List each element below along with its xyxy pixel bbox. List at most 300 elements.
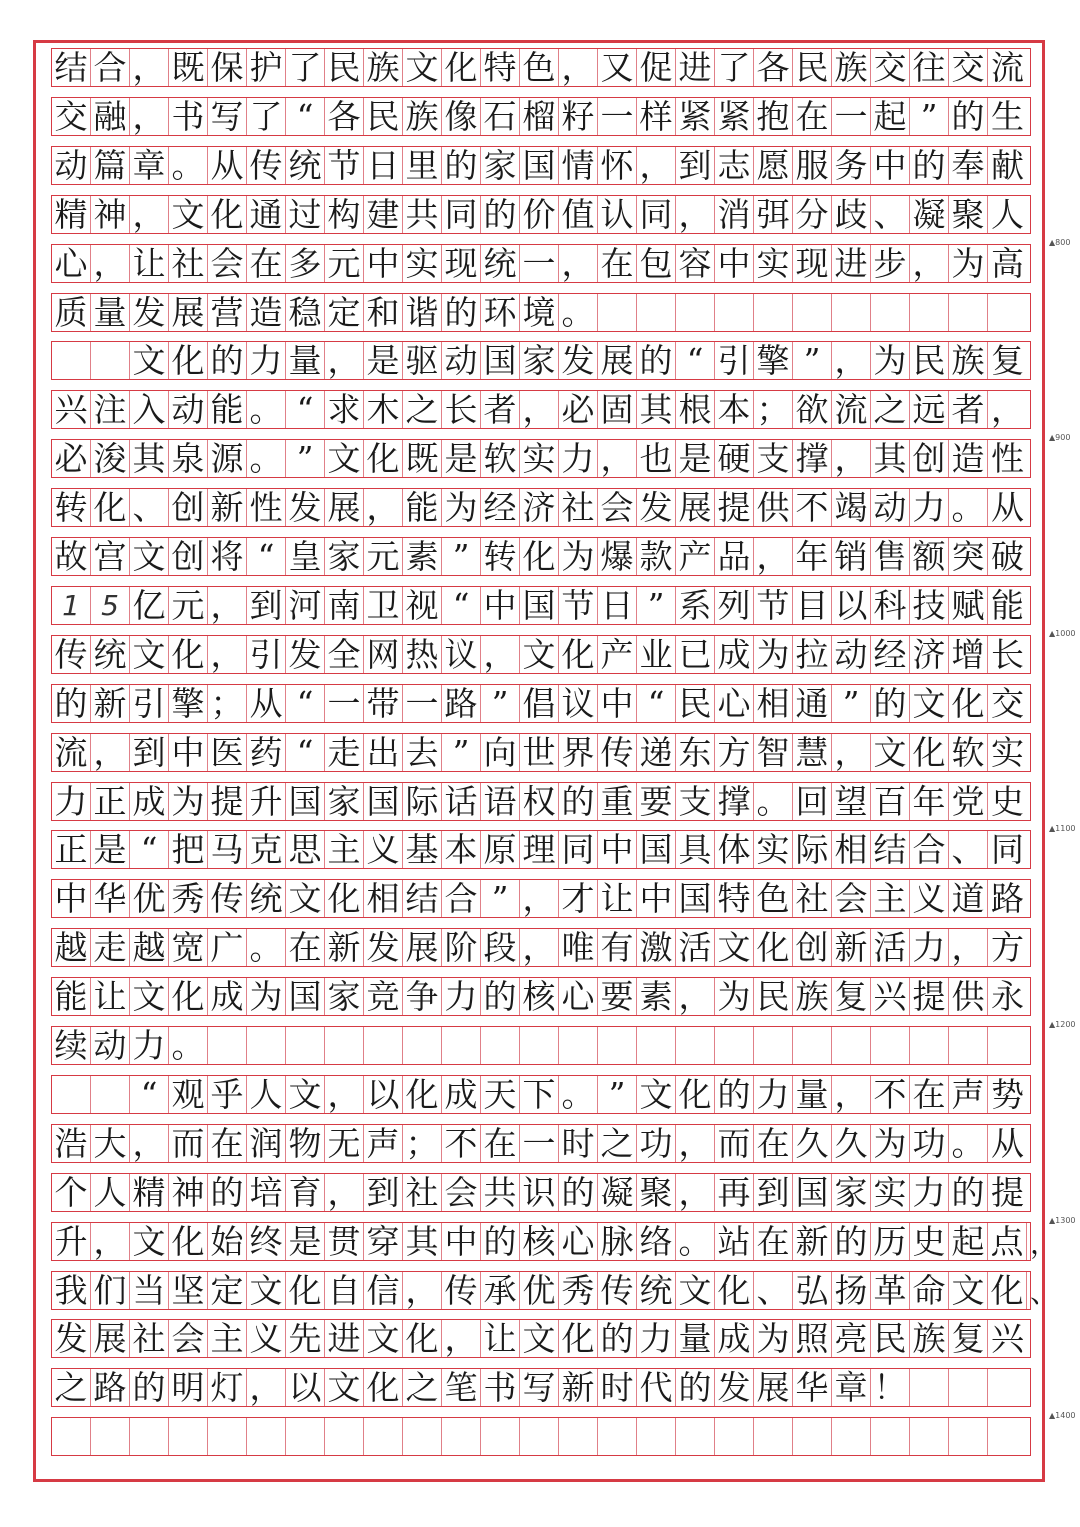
- grid-cell: 化: [520, 538, 559, 575]
- grid-cell: 百: [871, 783, 910, 820]
- grid-cell: [910, 1369, 949, 1406]
- grid-cell: 流: [52, 734, 91, 771]
- grid-cell: 同: [991, 830, 1024, 870]
- grid-cell: [910, 1027, 949, 1064]
- grid-cell: 合: [442, 880, 481, 917]
- grid-cell: 中: [598, 831, 637, 868]
- grid-cell: [52, 1418, 91, 1455]
- grid-cell: 实: [754, 831, 793, 868]
- grid-cell: 。: [949, 489, 988, 526]
- grid-cell: 东: [676, 734, 715, 771]
- grid-cell: 去: [403, 734, 442, 771]
- grid-cell: ，: [130, 49, 169, 86]
- grid-cell: 让: [598, 880, 637, 917]
- grid-cell: 文: [325, 1369, 364, 1406]
- grid-cell: 新: [832, 929, 871, 966]
- grid-cell: 供: [949, 978, 988, 1015]
- grid-cell: 业: [637, 636, 676, 673]
- grid-cell: 克: [247, 831, 286, 868]
- grid-cell: 到: [754, 1174, 793, 1211]
- grid-cell: 展: [598, 342, 637, 379]
- grid-cell: 合: [910, 831, 949, 868]
- grid-cell: 新: [325, 929, 364, 966]
- grid-cell: 了: [715, 49, 754, 86]
- grid-cell: ，: [520, 929, 559, 966]
- grid-cell: 让: [481, 1320, 520, 1357]
- grid-cell: ，: [130, 98, 169, 135]
- grid-cell: 会: [832, 880, 871, 917]
- grid-cell: 济: [520, 489, 559, 526]
- grid-cell: 破: [991, 537, 1024, 576]
- grid-cell: 量: [91, 294, 130, 331]
- grid-cell: 社: [559, 489, 598, 526]
- grid-cell: 的: [676, 1369, 715, 1406]
- grid-cell: 量: [793, 1076, 832, 1113]
- grid-cell: 本: [442, 831, 481, 868]
- grid-cell: 结: [871, 831, 910, 868]
- grid-cell: [52, 342, 91, 379]
- grid-cell: ”: [481, 685, 520, 722]
- grid-cell: 民: [676, 685, 715, 722]
- grid-cell: 的: [949, 1174, 988, 1211]
- grid-cell: 宽: [169, 929, 208, 966]
- grid-cell: 统: [637, 1272, 676, 1309]
- grid-cell: 从: [247, 685, 286, 722]
- grid-cell: 笔: [442, 1369, 481, 1406]
- grid-cell: ，: [91, 1223, 130, 1260]
- grid-cell: 增: [949, 636, 988, 673]
- grid-cell: 的: [598, 1320, 637, 1357]
- grid-cell: 网: [364, 636, 403, 673]
- grid-cell: 神: [169, 1174, 208, 1211]
- grid-cell: 注: [91, 391, 130, 428]
- grid-cell: 的: [442, 147, 481, 184]
- grid-cell: 进: [676, 49, 715, 86]
- grid-cell: 为: [715, 978, 754, 1015]
- grid-cell: 亮: [832, 1320, 871, 1357]
- grid-cell: [793, 1418, 832, 1455]
- grid-cell: ，: [325, 1076, 364, 1113]
- grid-cell: 站: [715, 1223, 754, 1260]
- grid-cell: 转: [52, 489, 91, 526]
- grid-cell: 成: [130, 783, 169, 820]
- grid-cell: ！: [871, 1369, 910, 1406]
- grid-cell: 马: [208, 831, 247, 868]
- grid-cell: 传: [598, 1272, 637, 1309]
- grid-row: [51, 830, 1031, 869]
- grid-cell: [91, 342, 130, 379]
- grid-cell: 列: [715, 587, 754, 624]
- grid-cell: 发: [715, 1369, 754, 1406]
- grid-cell: 史: [991, 781, 1024, 821]
- grid-cell: 硬: [715, 440, 754, 477]
- grid-cell: 年: [793, 538, 832, 575]
- grid-cell: ，: [208, 636, 247, 673]
- grid-cell: ，: [949, 929, 988, 966]
- grid-cell: 目: [793, 587, 832, 624]
- grid-cell: [832, 1027, 871, 1064]
- grid-cell: 将: [208, 538, 247, 575]
- grid-cell: 擎: [169, 685, 208, 722]
- grid-cell: 能: [52, 978, 91, 1015]
- word-count-marker: ▲1400: [1049, 1411, 1076, 1421]
- grid-cell: 浚: [91, 440, 130, 477]
- grid-cell: 路: [991, 879, 1024, 919]
- grid-cell: ，: [442, 1320, 481, 1357]
- grid-cell: ”: [286, 440, 325, 477]
- grid-row: [51, 586, 1031, 625]
- grid-cell: 必: [559, 391, 598, 428]
- grid-cell: 销: [832, 538, 871, 575]
- grid-cell: 语: [481, 783, 520, 820]
- grid-cell: 亿: [130, 587, 169, 624]
- grid-row: [51, 293, 1031, 332]
- grid-cell: [364, 1027, 403, 1064]
- grid-cell: 要: [598, 978, 637, 1015]
- grid-cell: 世: [520, 734, 559, 771]
- grid-cell: 包: [637, 245, 676, 282]
- grid-cell: 发: [130, 294, 169, 331]
- grid-cell: 新: [559, 1369, 598, 1406]
- grid-cell: 以: [832, 587, 871, 624]
- grid-cell: 的: [871, 685, 910, 722]
- grid-row: [51, 195, 1031, 234]
- grid-cell: 创: [793, 929, 832, 966]
- grid-cell: [949, 1418, 988, 1455]
- grid-cell: 化: [754, 929, 793, 966]
- grid-cell: 日: [598, 587, 637, 624]
- grid-cell: ，: [520, 391, 559, 428]
- grid-cell: 在: [754, 1125, 793, 1162]
- grid-row: [51, 635, 1031, 674]
- grid-cell: 合: [91, 49, 130, 86]
- grid-cell: 认: [598, 196, 637, 233]
- grid-cell: 了: [247, 98, 286, 135]
- grid-cell: 量: [676, 1320, 715, 1357]
- grid-row: [51, 782, 1031, 821]
- grid-cell: 才: [559, 880, 598, 917]
- grid-cell: 分: [793, 196, 832, 233]
- grid-cell: 界: [559, 734, 598, 771]
- grid-cell: ”: [637, 587, 676, 624]
- grid-cell: 争: [403, 978, 442, 1015]
- grid-cell: [793, 1027, 832, 1064]
- grid-cell: 照: [793, 1320, 832, 1357]
- grid-cell: 营: [208, 294, 247, 331]
- grid-cell: [286, 1418, 325, 1455]
- grid-cell: 文: [871, 734, 910, 771]
- grid-cell: 传: [442, 1272, 481, 1309]
- grid-cell: 的: [208, 1174, 247, 1211]
- grid-row: [51, 488, 1031, 527]
- grid-cell: “: [286, 98, 325, 135]
- grid-cell: 谐: [403, 294, 442, 331]
- grid-cell: 化: [403, 1076, 442, 1113]
- grid-cell: 之: [598, 1125, 637, 1162]
- grid-cell: 的: [559, 1174, 598, 1211]
- grid-cell: 共: [481, 1174, 520, 1211]
- grid-cell: 长: [442, 391, 481, 428]
- grid-cell: 时: [559, 1125, 598, 1162]
- grid-cell: 共: [403, 196, 442, 233]
- grid-cell: 入: [130, 391, 169, 428]
- grid-cell: ，: [598, 440, 637, 477]
- grid-cell: “: [130, 1076, 169, 1113]
- grid-cell: 族: [793, 978, 832, 1015]
- grid-cell: 文: [715, 929, 754, 966]
- grid-cell: 家: [325, 538, 364, 575]
- grid-cell: 撑: [793, 440, 832, 477]
- grid-cell: 是: [364, 342, 403, 379]
- grid-cell: 越: [130, 929, 169, 966]
- grid-cell: 结: [403, 880, 442, 917]
- grid-cell: [442, 1418, 481, 1455]
- grid-cell: 章: [832, 1369, 871, 1406]
- grid-cell: ，: [637, 147, 676, 184]
- grid-cell: 一: [832, 98, 871, 135]
- grid-cell: 党: [949, 783, 988, 820]
- grid-cell: 活: [871, 929, 910, 966]
- grid-row: [51, 1270, 1059, 1310]
- grid-cell: 建: [364, 196, 403, 233]
- grid-cell: 心: [52, 245, 91, 282]
- grid-cell: 化: [91, 489, 130, 526]
- grid-cell: 造: [247, 294, 286, 331]
- grid-cell: 和: [364, 294, 403, 331]
- grid-cell: 自: [325, 1272, 364, 1309]
- grid-cell: 5: [91, 587, 130, 624]
- grid-cell: ，: [247, 1369, 286, 1406]
- grid-cell: 展: [169, 294, 208, 331]
- grid-cell: 凝: [598, 1174, 637, 1211]
- grid-cell: 成: [715, 636, 754, 673]
- grid-cell: 欲: [793, 391, 832, 428]
- grid-cell: ，: [676, 196, 715, 233]
- grid-cell: 望: [832, 783, 871, 820]
- grid-cell: 慧: [793, 734, 832, 771]
- grid-cell: 国: [793, 1174, 832, 1211]
- grid-cell: “: [637, 685, 676, 722]
- grid-cell: 义: [364, 831, 403, 868]
- grid-cell: 会: [598, 489, 637, 526]
- grid-cell: ”: [481, 880, 520, 917]
- grid-cell: 文: [130, 1223, 169, 1260]
- grid-cell: 动: [169, 391, 208, 428]
- grid-cell: 心: [715, 685, 754, 722]
- grid-cell: 复: [949, 1320, 988, 1357]
- grid-cell: 传: [598, 734, 637, 771]
- grid-cell: 再: [715, 1174, 754, 1211]
- grid-cell: 拉: [793, 636, 832, 673]
- grid-cell: 的: [949, 98, 988, 135]
- grid-cell: 务: [832, 147, 871, 184]
- grid-cell: 展: [91, 1320, 130, 1357]
- grid-cell: 物: [286, 1125, 325, 1162]
- grid-cell: 成: [442, 1076, 481, 1113]
- grid-cell: 润: [247, 1125, 286, 1162]
- grid-cell: 篇: [91, 147, 130, 184]
- grid-cell: 带: [364, 685, 403, 722]
- grid-cell: 的: [481, 196, 520, 233]
- grid-cell: 在: [793, 98, 832, 135]
- grid-cell: 歧: [832, 196, 871, 233]
- grid-cell: [559, 1418, 598, 1455]
- grid-cell: 的: [715, 1076, 754, 1113]
- grid-cell: 统: [286, 147, 325, 184]
- grid-cell: 道: [949, 880, 988, 917]
- grid-cell: 质: [52, 294, 91, 331]
- grid-cell: 观: [169, 1076, 208, 1113]
- grid-cell: 色: [754, 880, 793, 917]
- grid-cell: 本: [715, 391, 754, 428]
- grid-cell: 价: [520, 196, 559, 233]
- grid-cell: ，: [481, 636, 520, 673]
- grid-cell: 人: [91, 1174, 130, 1211]
- grid-cell: 了: [286, 49, 325, 86]
- grid-row: [51, 879, 1031, 918]
- grid-cell: [169, 1418, 208, 1455]
- grid-cell: ，: [91, 734, 130, 771]
- grid-cell: 济: [910, 636, 949, 673]
- grid-cell: ，: [130, 1125, 169, 1162]
- grid-cell: 社: [169, 245, 208, 282]
- grid-cell: [481, 1027, 520, 1064]
- grid-cell: 精: [52, 196, 91, 233]
- grid-cell: [754, 1418, 793, 1455]
- grid-cell: 个: [52, 1174, 91, 1211]
- grid-cell: 出: [364, 734, 403, 771]
- grid-cell: 特: [715, 880, 754, 917]
- grid-cell: [949, 1369, 988, 1406]
- grid-cell: “: [286, 685, 325, 722]
- grid-cell: 化: [286, 1272, 325, 1309]
- grid-cell: [793, 294, 832, 331]
- grid-cell: 进: [325, 1320, 364, 1357]
- grid-cell: 文: [169, 196, 208, 233]
- grid-cell: 议: [442, 636, 481, 673]
- grid-cell: 创: [169, 489, 208, 526]
- grid-cell: 激: [637, 929, 676, 966]
- grid-cell: 特: [481, 49, 520, 86]
- grid-cell: 中: [637, 880, 676, 917]
- grid-cell: 额: [910, 538, 949, 575]
- grid-cell: 动: [442, 342, 481, 379]
- grid-cell: ，: [676, 978, 715, 1015]
- grid-cell: 倡: [520, 685, 559, 722]
- grid-cell: 在: [208, 1125, 247, 1162]
- grid-cell: 化: [988, 1272, 1027, 1309]
- grid-cell: “: [286, 391, 325, 428]
- grid-cell: 为: [754, 1320, 793, 1357]
- grid-cell: 稳: [286, 294, 325, 331]
- grid-cell: 会: [169, 1320, 208, 1357]
- word-count-marker: ▲900: [1049, 433, 1071, 443]
- grid-cell: ；: [208, 685, 247, 722]
- grid-cell: ，: [325, 342, 364, 379]
- grid-cell: [871, 1027, 910, 1064]
- grid-cell: 。: [169, 1027, 208, 1064]
- grid-cell: 产: [676, 538, 715, 575]
- grid-cell: 议: [559, 685, 598, 722]
- grid-cell: “: [130, 831, 169, 868]
- grid-cell: 愿: [754, 147, 793, 184]
- grid-cell: 权: [520, 783, 559, 820]
- grid-cell: 传: [247, 147, 286, 184]
- grid-cell: [130, 1418, 169, 1455]
- grid-cell: 的: [910, 147, 949, 184]
- grid-cell: 具: [676, 831, 715, 868]
- grid-row: [51, 733, 1031, 772]
- grid-cell: 一: [325, 685, 364, 722]
- grid-cell: 实: [403, 245, 442, 282]
- grid-cell: 为: [754, 636, 793, 673]
- grid-cell: [598, 1418, 637, 1455]
- grid-cell: 民: [871, 1320, 910, 1357]
- grid-cell: 乎: [208, 1076, 247, 1113]
- grid-cell: 一: [403, 685, 442, 722]
- grid-cell: ，: [91, 245, 130, 282]
- grid-cell: 石: [481, 98, 520, 135]
- grid-cell: 化: [559, 1320, 598, 1357]
- grid-cell: [715, 294, 754, 331]
- grid-cell: 力: [754, 1076, 793, 1113]
- margin-overflow-punctuation: ，: [1030, 1226, 1059, 1260]
- grid-cell: 促: [637, 49, 676, 86]
- grid-cell: 药: [247, 734, 286, 771]
- grid-cell: 日: [364, 147, 403, 184]
- grid-cell: 家: [325, 783, 364, 820]
- grid-cell: 历: [871, 1223, 910, 1260]
- grid-cell: “: [286, 734, 325, 771]
- grid-cell: 文: [910, 685, 949, 722]
- grid-cell: 根: [676, 391, 715, 428]
- grid-cell: 里: [403, 147, 442, 184]
- grid-cell: 在: [754, 1223, 793, 1260]
- grid-cell: 下: [520, 1076, 559, 1113]
- grid-cell: 天: [481, 1076, 520, 1113]
- grid-cell: 。: [559, 294, 598, 331]
- grid-cell: 路: [91, 1369, 130, 1406]
- grid-cell: 原: [481, 831, 520, 868]
- grid-cell: ，: [208, 587, 247, 624]
- grid-cell: 发: [559, 342, 598, 379]
- grid-cell: 神: [91, 196, 130, 233]
- grid-cell: [598, 294, 637, 331]
- grid-cell: 传: [52, 636, 91, 673]
- grid-cell: 、: [754, 1272, 793, 1309]
- grid-cell: [208, 1027, 247, 1064]
- grid-cell: 竞: [364, 978, 403, 1015]
- grid-cell: 河: [286, 587, 325, 624]
- grid-cell: 方: [991, 928, 1024, 968]
- grid-cell: 籽: [559, 98, 598, 135]
- grid-cell: 优: [130, 880, 169, 917]
- grid-cell: 。: [247, 440, 286, 477]
- grid-cell: 阶: [442, 929, 481, 966]
- grid-cell: 怀: [598, 147, 637, 184]
- grid-cell: 化: [169, 636, 208, 673]
- grid-cell: 性: [247, 489, 286, 526]
- grid-cell: 育: [286, 1174, 325, 1211]
- grid-cell: 相: [754, 685, 793, 722]
- grid-cell: 文: [247, 1272, 286, 1309]
- grid-cell: 民: [793, 49, 832, 86]
- grid-cell: 卫: [364, 587, 403, 624]
- grid-cell: 家: [520, 342, 559, 379]
- grid-cell: 成: [715, 1320, 754, 1357]
- grid-cell: [910, 294, 949, 331]
- grid-cell: 写: [520, 1369, 559, 1406]
